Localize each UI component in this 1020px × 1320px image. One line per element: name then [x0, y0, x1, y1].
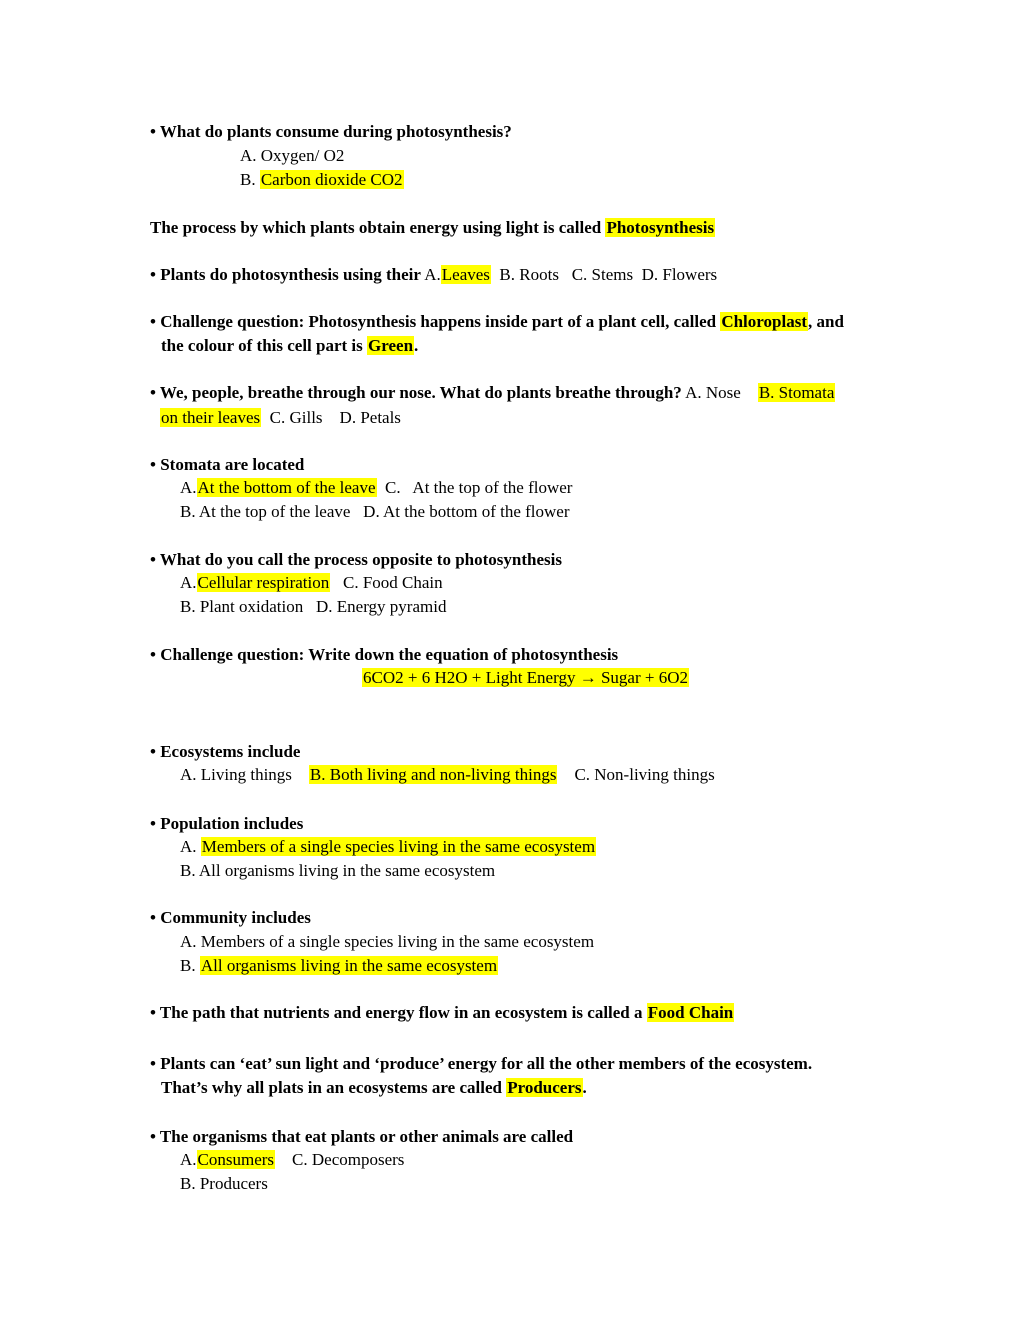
q5-line-1 [150, 382, 835, 404]
q14-option-a-prefix: A. [180, 1150, 197, 1169]
q5-answer-highlight-line-2: on their leaves [161, 408, 261, 427]
q3-text: • Plants do photosynthesis using their [150, 265, 421, 284]
q6-question: • Stomata are located [150, 455, 305, 474]
q2-answer-highlight: Photosynthesis [606, 218, 715, 237]
q4-text-1: • Challenge question: Photosynthesis happens inside part of a plant cell, called [150, 312, 717, 331]
q6-answer-highlight: At the bottom of the leave [197, 478, 376, 497]
q3-other-options: B. Roots C. Stems D. Flowers [499, 265, 718, 284]
q9-question: • Ecosystems include [150, 742, 301, 761]
q5-option-a: A. Nose [685, 383, 741, 402]
q10-option-a [180, 836, 596, 858]
q5-line-2 [160, 407, 401, 429]
q13-line-2 [161, 1077, 587, 1099]
q10-option-b: B. All organisms living in the same ecosystem [180, 861, 496, 880]
q12-text: • The path that nutrients and energy flow in an ecosystem is called a [150, 1003, 643, 1022]
q14-option-c: C. Decomposers [292, 1150, 405, 1169]
q4-line-2 [161, 335, 418, 357]
q14-answer-highlight: Consumers [197, 1150, 275, 1169]
q7-options-line-1 [180, 572, 443, 594]
q14-option-b: B. Producers [180, 1174, 268, 1193]
q14-options-line-1 [180, 1149, 404, 1171]
q4-line-1 [150, 311, 844, 333]
q5-other-options: C. Gills D. Petals [269, 408, 401, 427]
q7-options-line-2: B. Plant oxidation D. Energy pyramid [180, 597, 447, 616]
q11-option-b-prefix: B. [180, 956, 196, 975]
q3-answer-highlight: Leaves [441, 265, 490, 284]
q7-answer-highlight: Cellular respiration [197, 573, 330, 592]
q9-option-a: A. Living things [180, 765, 292, 784]
q9-option-c: C. Non-living things [574, 765, 715, 784]
q1-option-b [240, 169, 404, 191]
q11-question: • Community includes [150, 908, 311, 927]
q6-option-c: C. At the top of the flower [385, 478, 573, 497]
q1-answer-highlight: Carbon dioxide CO2 [260, 170, 403, 189]
q1-option-a: A. Oxygen/ O2 [240, 146, 345, 165]
q12-answer-highlight: Food Chain [647, 1003, 734, 1022]
q6-options-line-1 [180, 477, 572, 499]
q6-option-a-prefix: A. [180, 478, 197, 497]
q3-option-a-prefix: A. [424, 265, 441, 284]
q10-answer-highlight: Members of a single species living in the same ecosystem [201, 837, 596, 856]
q11-option-a: A. Members of a single species living in the same ecosystem [180, 932, 595, 951]
q9-answer-highlight: B. Both living and non-living things [309, 765, 557, 784]
q9-options [180, 764, 715, 786]
q8-answer-highlight: 6CO2 + 6 H2O + Light Energy → Sugar + 6O2 [363, 668, 688, 687]
q12-statement [150, 1002, 734, 1024]
q1-question: • What do plants consume during photosynthesis? [150, 122, 512, 141]
q8-question: • Challenge question: Write down the equation of photosynthesis [150, 645, 619, 664]
q2-text: The process by which plants obtain energy using light is called [150, 218, 602, 237]
q1-option-b-prefix: B. [240, 170, 256, 189]
q10-question: • Population includes [150, 814, 304, 833]
q2-statement [150, 217, 715, 239]
q7-option-a-prefix: A. [180, 573, 197, 592]
q13-text-2: That’s why all plats in an ecosystems are called [161, 1078, 502, 1097]
q13-line-1: • Plants can ‘eat’ sun light and ‘produce’ energy for all the other members of the ecosystem. [150, 1054, 813, 1073]
q4-answer-1-highlight: Chloroplast [721, 312, 807, 331]
q11-option-b [180, 955, 498, 977]
q10-option-a-prefix: A. [180, 837, 197, 856]
q6-options-line-2: B. At the top of the leave D. At the bottom of the flower [180, 502, 570, 521]
q7-option-c: C. Food Chain [343, 573, 443, 592]
q13-text-2-end: . [582, 1078, 587, 1097]
q4-answer-2-highlight: Green [368, 336, 414, 355]
q5-answer-highlight-line-1: B. Stomata [758, 383, 835, 402]
q4-text-2: the colour of this cell part is [161, 336, 363, 355]
q7-question: • What do you call the process opposite to photosynthesis [150, 550, 562, 569]
q4-text-1-end: , and [807, 312, 844, 331]
q8-equation [362, 667, 689, 689]
q11-answer-highlight: All organisms living in the same ecosystem [200, 956, 498, 975]
q3-question [150, 264, 717, 286]
q13-answer-highlight: Producers [507, 1078, 582, 1097]
q4-text-2-end: . [414, 336, 419, 355]
q5-question: • We, people, breathe through our nose. What do plants breathe through? [150, 383, 682, 402]
q14-question: • The organisms that eat plants or other animals are called [150, 1127, 574, 1146]
